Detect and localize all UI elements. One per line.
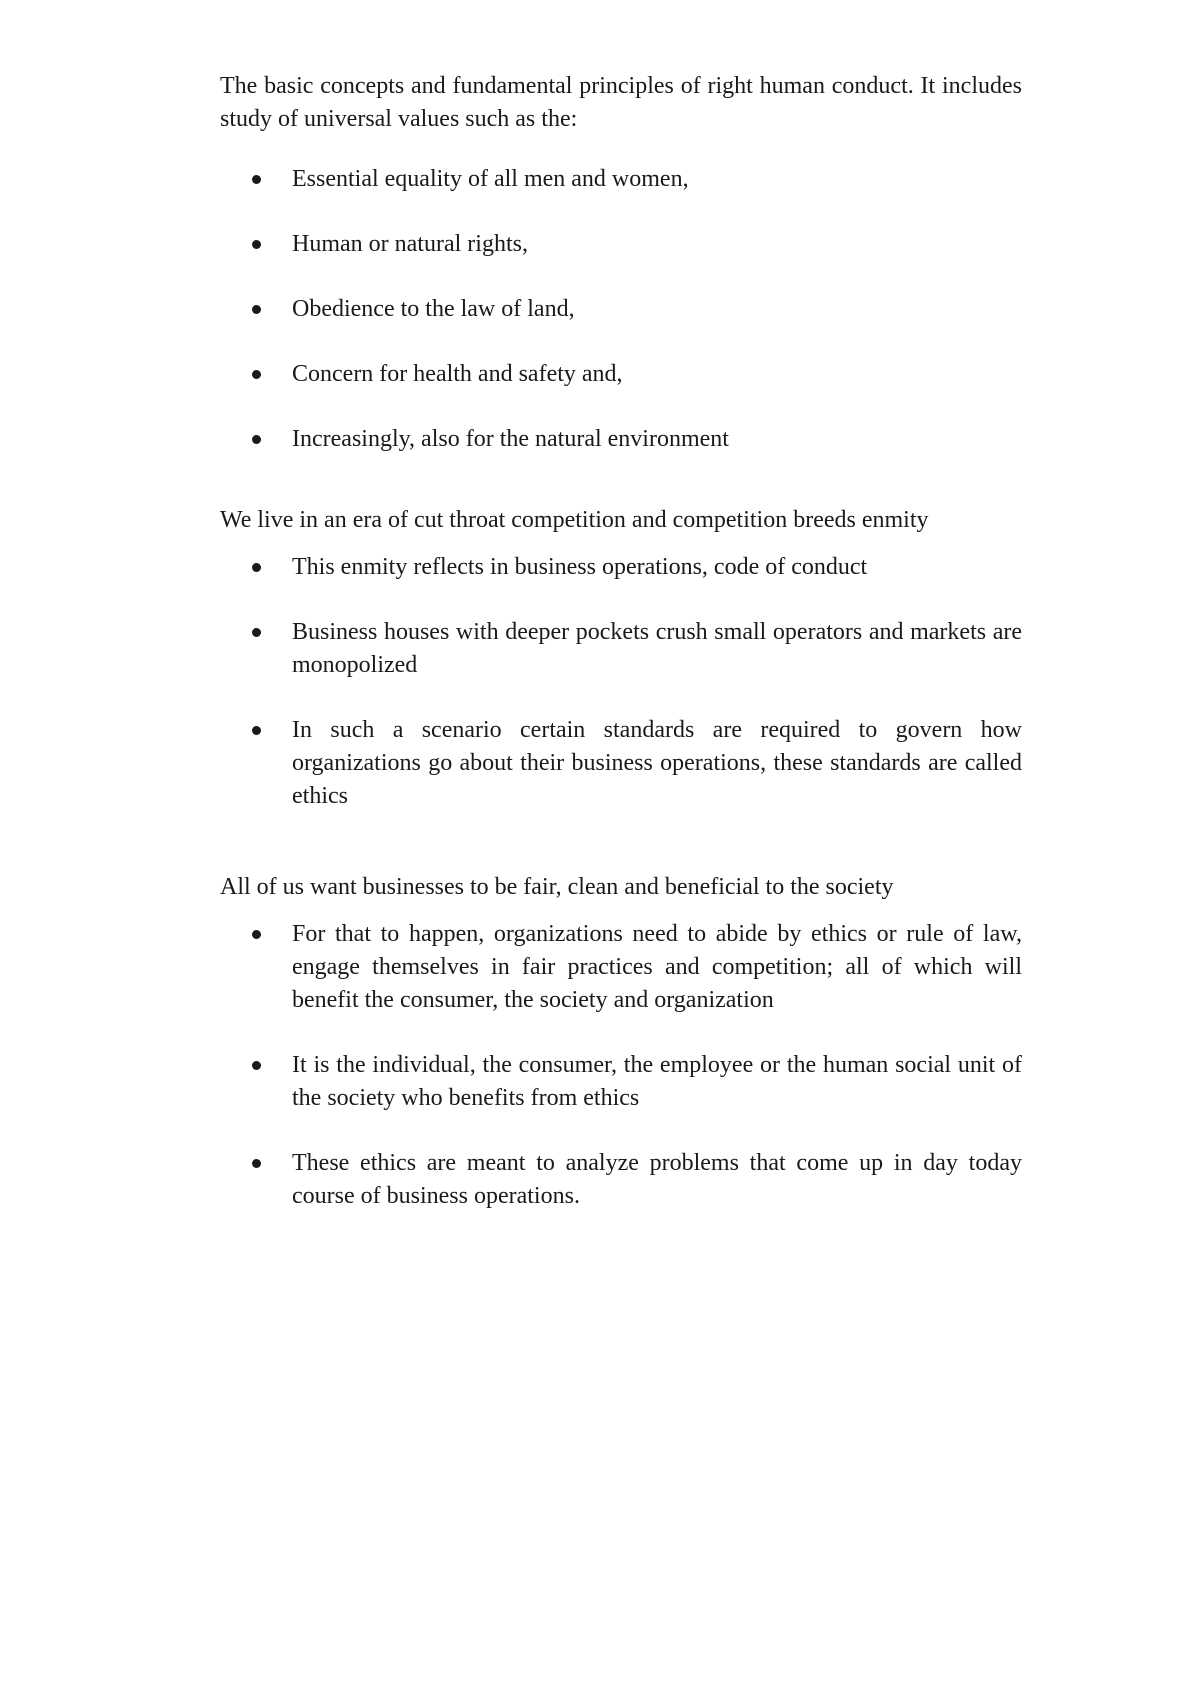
bullet-icon (252, 1159, 261, 1168)
list-item (220, 1147, 1022, 1213)
list-item-text: In such a scenario certain standards are required to govern how organizations go about their business operations, these standards are called ethics (292, 717, 1022, 809)
list-item-text: Business houses with deeper pockets crush small operators and markets are monopolized (292, 619, 1022, 678)
list-item (220, 423, 1022, 456)
list-item (220, 228, 1022, 261)
bullet-icon (252, 1061, 261, 1070)
list-item (220, 163, 1022, 196)
fairness-list (220, 918, 1022, 1213)
intro-paragraph: The basic concepts and fundamental principles of right human conduct. It includes study of universal values such as the: (220, 73, 1022, 132)
bullet-icon (252, 435, 261, 444)
list-item-text: For that to happen, organizations need to abide by ethics or rule of law, engage themselves in fair practices and competition; all of which will benefit the consumer, the society and organization (292, 921, 1022, 1013)
list-item-text: Concern for health and safety and, (292, 361, 623, 387)
document-page (220, 70, 1022, 1213)
bullet-icon (252, 175, 261, 184)
list-item (220, 616, 1022, 682)
bullet-icon (252, 563, 261, 572)
list-item-text: It is the individual, the consumer, the employee or the human social unit of the society who benefits from ethics (292, 1052, 1022, 1111)
list-item (220, 1049, 1022, 1115)
competition-lead: We live in an era of cut throat competition and competition breeds enmity (220, 507, 929, 533)
list-item-text: Obedience to the law of land, (292, 296, 575, 322)
list-item-text: Increasingly, also for the natural environment (292, 426, 729, 452)
list-item (220, 714, 1022, 813)
bullet-icon (252, 726, 261, 735)
bullet-icon (252, 628, 261, 637)
list-item-text: This enmity reflects in business operations, code of conduct (292, 554, 868, 580)
bullet-icon (252, 305, 261, 314)
list-item (220, 358, 1022, 391)
list-item-text: Human or natural rights, (292, 231, 528, 257)
values-list (220, 163, 1022, 456)
bullet-icon (252, 930, 261, 939)
fairness-lead: All of us want businesses to be fair, clean and beneficial to the society (220, 874, 894, 900)
list-item-text: Essential equality of all men and women, (292, 166, 689, 192)
competition-list (220, 551, 1022, 813)
list-item (220, 293, 1022, 326)
bullet-icon (252, 240, 261, 249)
list-item (220, 551, 1022, 584)
bullet-icon (252, 370, 261, 379)
list-item-text: These ethics are meant to analyze problems that come up in day today course of business operations. (292, 1150, 1022, 1209)
list-item (220, 918, 1022, 1017)
